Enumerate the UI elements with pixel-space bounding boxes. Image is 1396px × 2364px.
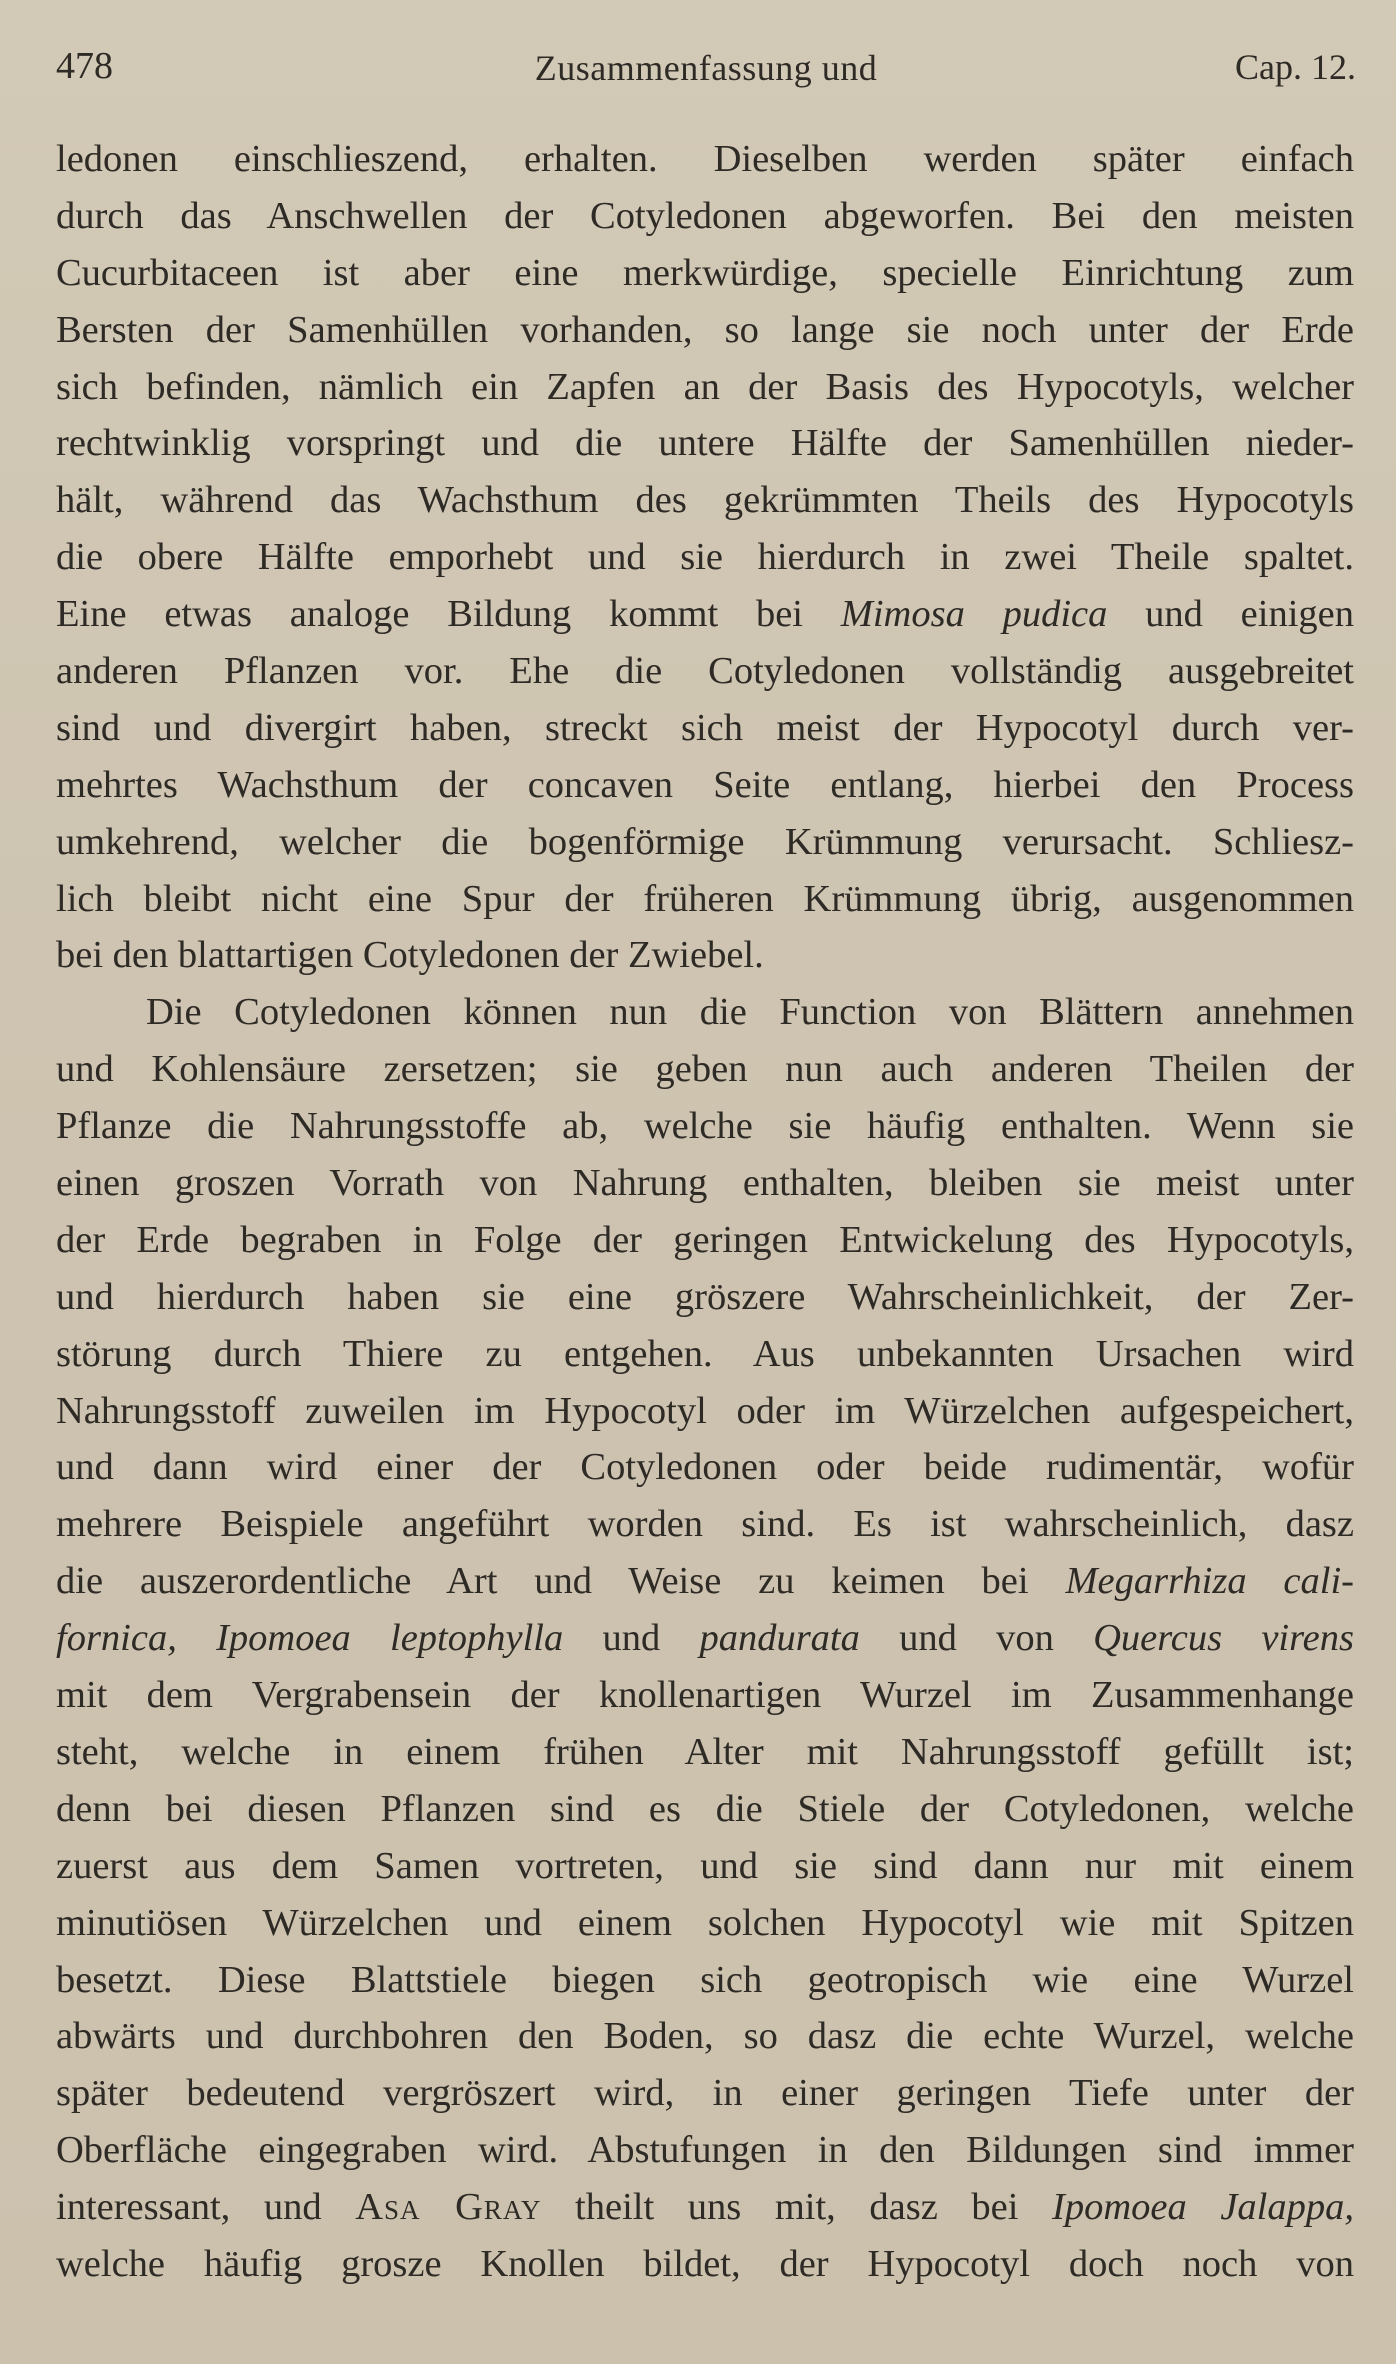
- text-line: rechtwinklig vorspringt und die untere Hälfte der Samenhüllen nieder-: [56, 422, 1354, 465]
- text-line: Die Cotyledonen können nun die Function von Blättern annehmen: [146, 991, 1354, 1034]
- text-line: Oberfläche eingegraben wird. Abstufungen in den Bildungen sind immer: [56, 2129, 1354, 2172]
- text-line: hält, während das Wachsthum des gekrümmten Theils des Hypocotyls: [56, 479, 1354, 522]
- species-name: pandurata: [699, 1617, 860, 1660]
- text-line: bei den blattartigen Cotyledonen der Zwiebel.: [56, 934, 764, 977]
- text-line: mehrtes Wachsthum der concaven Seite entlang, hierbei den Process: [56, 763, 1354, 806]
- text-line: später bedeutend vergröszert wird, in einer geringen Tiefe unter der: [56, 2072, 1354, 2115]
- text-line: sind und divergirt haben, streckt sich meist der Hypocotyl durch ver-: [56, 706, 1354, 749]
- running-title: Zusammenfassung und: [534, 48, 878, 88]
- text-line: lich bleibt nicht eine Spur der früheren Krümmung übrig, ausgenommen: [56, 877, 1354, 920]
- text-line: umkehrend, welcher die bogenförmige Krümmung verursacht. Schliesz-: [56, 820, 1354, 863]
- text-line: störung durch Thiere zu entgehen. Aus unbekannten Ursachen wird: [56, 1332, 1354, 1375]
- text-line: und Kohlensäure zersetzen; sie geben nun auch anderen Theilen der: [56, 1048, 1354, 1091]
- text-segment: interessant, und: [56, 2186, 356, 2229]
- species-name: fornica, Ipomoea leptophylla: [56, 1617, 564, 1660]
- text-line: mehrere Beispiele angeführt worden sind. Es ist wahrscheinlich, dasz: [56, 1503, 1354, 1546]
- text-line: abwärts und durchbohren den Boden, so dasz die echte Wurzel, welche: [56, 2015, 1354, 2058]
- text-line: denn bei diesen Pflanzen sind es die Stiele der Cotyledonen, welche: [56, 1787, 1354, 1830]
- text-line: und hierdurch haben sie eine gröszere Wahrscheinlichkeit, der Zer-: [56, 1275, 1354, 1318]
- text-line: Nahrungsstoff zuweilen im Hypocotyl oder im Würzelchen aufgespeichert,: [56, 1389, 1354, 1432]
- text-line: besetzt. Diese Blattstiele biegen sich geotropisch wie eine Wurzel: [56, 1958, 1354, 2001]
- text-line: der Erde begraben in Folge der geringen Entwickelung des Hypocotyls,: [56, 1218, 1354, 1261]
- text-line: Bersten der Samenhüllen vorhanden, so lange sie noch unter der Erde: [56, 308, 1354, 351]
- text-line: welche häufig grosze Knollen bildet, der Hypocotyl doch noch von: [56, 2242, 1354, 2285]
- text-line: ledonen einschlieszend, erhalten. Dieselben werden später einfach: [56, 138, 1354, 180]
- text-line: Pflanze die Nahrungsstoffe ab, welche sie häufig enthalten. Wenn sie: [56, 1105, 1354, 1148]
- text-segment: Eine etwas analoge Bildung kommt bei: [56, 593, 841, 636]
- body-text: [56, 131, 1354, 2293]
- text-segment: die auszerordentliche Art und Weise zu keimen bei: [56, 1560, 1066, 1603]
- text-line: durch das Anschwellen der Cotyledonen abgeworfen. Bei den meisten: [56, 194, 1354, 237]
- text-segment: und von: [859, 1617, 1094, 1660]
- text-line: die obere Hälfte emporhebt und sie hierdurch in zwei Theile spaltet.: [56, 536, 1354, 579]
- species-name: Megarrhiza cali-: [1065, 1560, 1354, 1603]
- text-line: [56, 1610, 1354, 1667]
- text-line: sich befinden, nämlich ein Zapfen an der Basis des Hypocotyls, welcher: [56, 365, 1354, 408]
- running-header: [56, 44, 1356, 94]
- species-name: Mimosa pudica: [840, 593, 1108, 636]
- text-line: minutiösen Würzelchen und einem solchen Hypocotyl wie mit Spitzen: [56, 1901, 1354, 1944]
- text-line: [56, 586, 1354, 643]
- page-number: 478: [56, 45, 113, 87]
- species-name: Ipomoea Jalappa,: [1052, 2186, 1354, 2229]
- text-line: [56, 2179, 1354, 2236]
- text-segment: theilt uns mit, dasz bei: [541, 2186, 1053, 2229]
- text-line: [56, 1553, 1354, 1610]
- text-line: steht, welche in einem frühen Alter mit Nahrungsstoff gefüllt ist;: [56, 1730, 1354, 1773]
- text-segment: und: [563, 1617, 700, 1660]
- text-line: zuerst aus dem Samen vortreten, und sie sind dann nur mit einem: [56, 1844, 1354, 1887]
- text-line: Cucurbitaceen ist aber eine merkwürdige, specielle Einrichtung zum: [56, 251, 1354, 294]
- species-name: Quercus virens: [1093, 1617, 1354, 1660]
- chapter-label: Cap. 12.: [1235, 47, 1356, 87]
- text-line: anderen Pflanzen vor. Ehe die Cotyledonen vollständig ausgebreitet: [56, 650, 1354, 693]
- text-line: einen groszen Vorrath von Nahrung enthalten, bleiben sie meist unter: [56, 1162, 1354, 1205]
- author-name: Asa Gray: [355, 2186, 542, 2229]
- text-segment: und einigen: [1107, 593, 1354, 636]
- text-line: mit dem Vergrabensein der knollenartigen Wurzel im Zusammenhange: [56, 1674, 1354, 1717]
- text-line: und dann wird einer der Cotyledonen oder beide rudimentär, wofür: [56, 1446, 1354, 1489]
